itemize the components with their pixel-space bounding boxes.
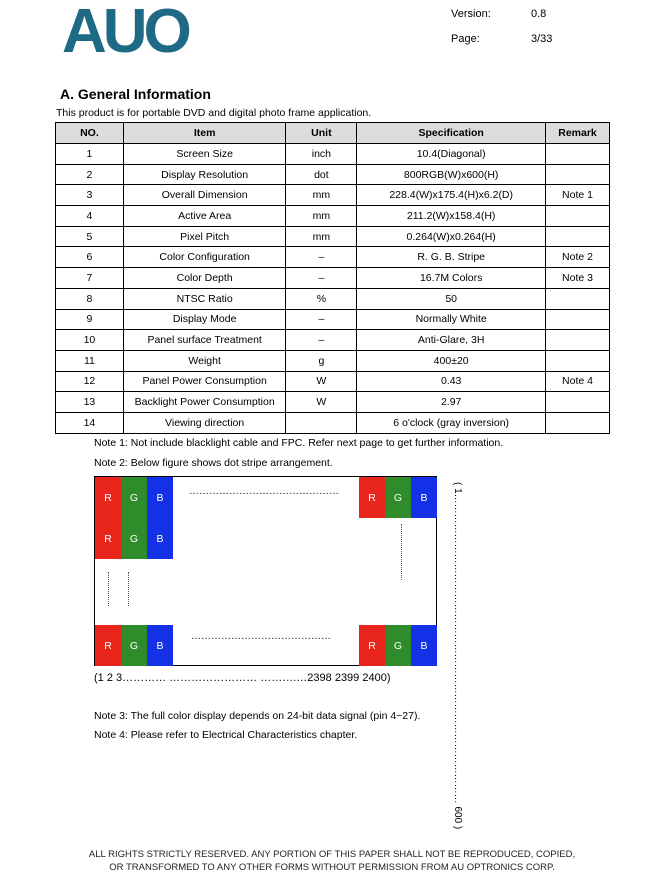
- cell-remark: [546, 330, 610, 351]
- pixel-r: R: [359, 477, 385, 518]
- cell-remark: Note 3: [546, 268, 610, 289]
- cell-no: 3: [56, 185, 124, 206]
- header-item: Item: [123, 123, 286, 144]
- cell-remark: Note 4: [546, 371, 610, 392]
- pixel-g: G: [121, 477, 147, 518]
- cell-remark: [546, 164, 610, 185]
- table-row: [56, 330, 610, 351]
- cell-item: NTSC Ratio: [123, 288, 286, 309]
- cell-remark: [546, 392, 610, 413]
- cell-no: 7: [56, 268, 124, 289]
- cell-no: 10: [56, 330, 124, 351]
- pixel-r: R: [95, 477, 121, 518]
- cell-item: Color Configuration: [123, 247, 286, 268]
- table-row: [56, 268, 610, 289]
- cell-item: Weight: [123, 350, 286, 371]
- footer-line-2: OR TRANSFORMED TO ANY OTHER FORMS WITHOUT PERMISSION FROM AU OPTRONICS CORP.: [109, 861, 555, 873]
- pixel-r: R: [359, 625, 385, 666]
- cell-remark: [546, 309, 610, 330]
- cell-unit: inch: [286, 144, 357, 165]
- logo-text: AUO: [62, 2, 188, 56]
- table-row: [56, 247, 610, 268]
- cell-specification: 0.264(W)x0.264(H): [357, 226, 546, 247]
- cell-item: Backlight Power Consumption: [123, 392, 286, 413]
- header-remark: Remark: [546, 123, 610, 144]
- cell-no: 8: [56, 288, 124, 309]
- cell-specification: 211.2(W)x158.4(H): [357, 206, 546, 227]
- cell-remark: Note 1: [546, 185, 610, 206]
- pixel-r: R: [95, 625, 121, 666]
- cell-no: 1: [56, 144, 124, 165]
- table-row: [56, 288, 610, 309]
- vertical-ellipsis: [128, 572, 129, 606]
- header-no: NO.: [56, 123, 124, 144]
- table-row: [56, 185, 610, 206]
- cell-item: Active Area: [123, 206, 286, 227]
- cell-unit: –: [286, 247, 357, 268]
- table-row: [56, 144, 610, 165]
- pixel-b: B: [411, 625, 437, 666]
- cell-specification: Anti-Glare, 3H: [357, 330, 546, 351]
- cell-item: Screen Size: [123, 144, 286, 165]
- row-index-label: ( 1………………………………………………………………………………… 600 ): [452, 482, 463, 830]
- cell-unit: mm: [286, 206, 357, 227]
- cell-no: 5: [56, 226, 124, 247]
- cell-remark: [546, 144, 610, 165]
- cell-specification: 10.4(Diagonal): [357, 144, 546, 165]
- cell-specification: Normally White: [357, 309, 546, 330]
- version-label: Version:: [451, 8, 491, 20]
- cell-remark: [546, 226, 610, 247]
- cell-remark: [546, 288, 610, 309]
- note-4: Note 4: Please refer to Electrical Characteristics chapter.: [94, 729, 358, 741]
- column-index-label: (1 2 3………… …………………… ……….…2398 2399 2400): [94, 672, 391, 684]
- cell-specification: 800RGB(W)x600(H): [357, 164, 546, 185]
- table-row: [56, 350, 610, 371]
- cell-item: Display Resolution: [123, 164, 286, 185]
- cell-specification: 16.7M Colors: [357, 268, 546, 289]
- cell-specification: 400±20: [357, 350, 546, 371]
- cell-unit: W: [286, 371, 357, 392]
- table-row: [56, 412, 610, 433]
- auo-logo: [62, 2, 207, 56]
- cell-no: 9: [56, 309, 124, 330]
- cell-unit: –: [286, 330, 357, 351]
- cell-remark: [546, 350, 610, 371]
- table-row: [56, 371, 610, 392]
- table-row: [56, 206, 610, 227]
- bottom-row-ellipsis: ……………………………………: [191, 631, 331, 642]
- spec-table: [55, 122, 610, 434]
- cell-unit: W: [286, 392, 357, 413]
- note-1: Note 1: Not include blacklight cable and FPC. Refer next page to get further information.: [94, 437, 504, 449]
- cell-no: 11: [56, 350, 124, 371]
- cell-unit: dot: [286, 164, 357, 185]
- cell-remark: Note 2: [546, 247, 610, 268]
- table-header-row: [56, 123, 610, 144]
- pixel-g: G: [385, 625, 411, 666]
- pixel-g: G: [121, 625, 147, 666]
- cell-remark: [546, 206, 610, 227]
- cell-specification: 6 o'clock (gray inversion): [357, 412, 546, 433]
- cell-specification: R. G. B. Stripe: [357, 247, 546, 268]
- cell-no: 14: [56, 412, 124, 433]
- page-label: Page:: [451, 33, 480, 45]
- cell-unit: –: [286, 268, 357, 289]
- pixel-b: B: [147, 625, 173, 666]
- cell-item: Panel surface Treatment: [123, 330, 286, 351]
- cell-item: Pixel Pitch: [123, 226, 286, 247]
- cell-no: 2: [56, 164, 124, 185]
- cell-unit: –: [286, 309, 357, 330]
- cell-item: Panel Power Consumption: [123, 371, 286, 392]
- table-row: [56, 309, 610, 330]
- cell-item: Display Mode: [123, 309, 286, 330]
- cell-unit: mm: [286, 185, 357, 206]
- header-unit: Unit: [286, 123, 357, 144]
- pixel-b: B: [147, 518, 173, 559]
- cell-remark: [546, 412, 610, 433]
- cell-no: 6: [56, 247, 124, 268]
- version-value: 0.8: [531, 8, 547, 20]
- cell-unit: mm: [286, 226, 357, 247]
- cell-no: 12: [56, 371, 124, 392]
- pixel-b: B: [411, 477, 437, 518]
- intro-text: This product is for portable DVD and digital photo frame application.: [56, 107, 372, 119]
- pixel-g: G: [385, 477, 411, 518]
- section-title: A. General Information: [60, 86, 211, 102]
- copyright-footer: [0, 849, 664, 874]
- table-row: [56, 392, 610, 413]
- vertical-ellipsis: [401, 524, 402, 580]
- pixel-r: R: [95, 518, 121, 559]
- cell-item: Viewing direction: [123, 412, 286, 433]
- note-2: Note 2: Below figure shows dot stripe arrangement.: [94, 457, 333, 469]
- header-specification: Specification: [357, 123, 546, 144]
- cell-no: 4: [56, 206, 124, 227]
- footer-line-1: ALL RIGHTS STRICTLY RESERVED. ANY PORTION OF THIS PAPER SHALL NOT BE REPRODUCED, COPIED,: [88, 849, 576, 860]
- cell-unit: [286, 412, 357, 433]
- page-number: 3/33: [531, 33, 553, 45]
- cell-item: Overall Dimension: [123, 185, 286, 206]
- cell-specification: 228.4(W)x175.4(H)x6.2(D): [357, 185, 546, 206]
- cell-unit: g: [286, 350, 357, 371]
- pixel-b: B: [147, 477, 173, 518]
- cell-unit: %: [286, 288, 357, 309]
- cell-specification: 0.43: [357, 371, 546, 392]
- table-row: [56, 226, 610, 247]
- note-3: Note 3: The full color display depends on 24-bit data signal (pin 4~27).: [94, 710, 421, 722]
- cell-specification: 50: [357, 288, 546, 309]
- pixel-g: G: [121, 518, 147, 559]
- cell-specification: 2.97: [357, 392, 546, 413]
- cell-no: 13: [56, 392, 124, 413]
- vertical-ellipsis: [108, 572, 109, 606]
- top-row-ellipsis: ………………………………………: [189, 486, 339, 497]
- cell-item: Color Depth: [123, 268, 286, 289]
- table-row: [56, 164, 610, 185]
